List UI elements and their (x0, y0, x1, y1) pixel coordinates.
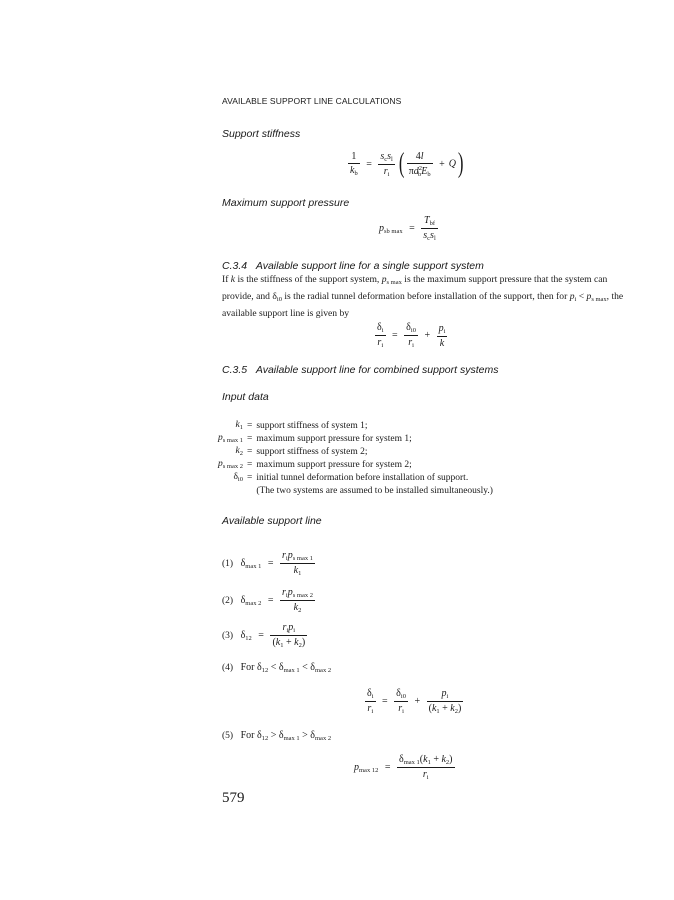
single-support-line-equation: $\frac{\delta_i}{r_i}$ = $\frac{\delta_{i0}}{r_i}$ + $\frac{p_i}{k}$ (377, 322, 446, 349)
definition-row: $k_1$ = support stiffness of system 1; (235, 420, 368, 431)
step-5-equation: $p_{max 12}$ = $\frac{\delta_{max 1}(k_1 + k_2)}{r_i}$ (354, 754, 453, 781)
max-pressure-equation: $p_{sb max}$ = $\frac{T_{bf}}{s_cs_l}$ (379, 215, 436, 242)
input-definitions (216, 419, 495, 497)
definition-row: $k_2$ = support stiffness of system 2; (235, 446, 368, 457)
definition-row: $p_{s max 2}$ = maximum support pressure for system 2; (218, 459, 412, 470)
available-support-line-heading: Available support line (222, 515, 322, 527)
support-stiffness-heading: Support stiffness (222, 128, 301, 140)
page-number: 579 (222, 790, 245, 806)
support-stiffness-equation: $\frac{1}{k_b}$ = $\frac{s_cs_l}{r_i}$ ( $\frac{4l}{\pi d^2_bE_b}$ + Q) (350, 148, 464, 179)
step-2-equation: (2) $\delta_{max 2}$ = $\frac{r_ip_{s max 2}}{k_2}$ (222, 587, 313, 614)
step-3-equation: (3) $\delta_{12}$ = $\frac{r_ip_i}{(k_1 + k_2)}$ (222, 622, 306, 649)
section-c35-heading: C.3.5 Available support line for combined support systems (222, 364, 499, 376)
step-5-condition: (5) For $\delta_{12} > \delta_{max 1} > \delta_{max 2}$ (222, 730, 332, 742)
definition-row: $\delta_{i0}$ = initial tunnel deformation before installation of support. (233, 472, 469, 483)
input-data-heading: Input data (222, 391, 269, 403)
section-c34-heading: C.3.4 Available support line for a single support system (222, 260, 484, 272)
step-4-equation: $\frac{\delta_i}{r_i}$ = $\frac{\delta_{i0}}{r_i}$ + $\frac{p_i}{(k_1 + k_2)}$ (367, 688, 462, 715)
definition-row: $p_{s max 1}$ = maximum support pressure for system 1; (218, 433, 412, 444)
max-pressure-heading: Maximum support pressure (222, 197, 350, 209)
step-4-condition: (4) For $\delta_{12} < \delta_{max 1} < \delta_{max 2}$ (222, 662, 332, 674)
running-header: AVAILABLE SUPPORT LINE CALCULATIONS (222, 96, 402, 106)
step-1-equation: (1) $\delta_{max 1}$ = $\frac{r_ip_{s max 1}}{k_1}$ (222, 550, 313, 577)
definition-note: (The two systems are assumed to be installed simultaneously.) (256, 485, 493, 496)
section-c34-paragraph: If k is the stiffness of the support system, $p_{s max}$ is the maximum support pressure that the system can provide, and $\delta_{i0}$ is the radial tunnel deformation before installation of the support, then for $p_i < p_{s max}$, the available support line is given by (222, 274, 624, 319)
